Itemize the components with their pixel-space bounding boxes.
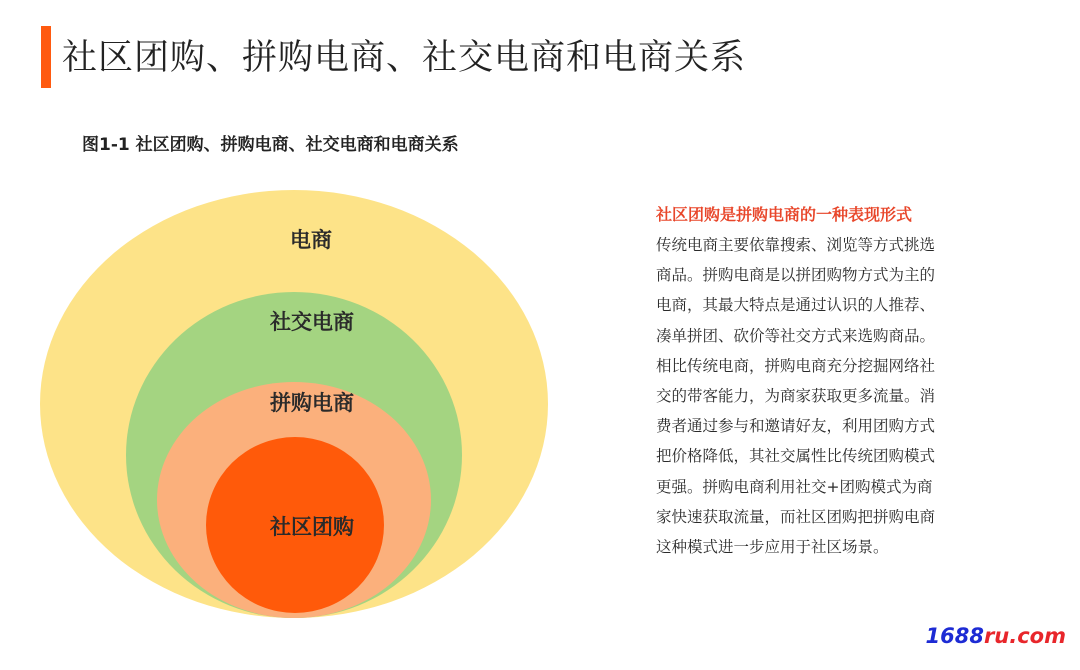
label-community-group-buy: 社区团购 bbox=[270, 515, 354, 539]
explanation-line: 商品。拼购电商是以拼团购物方式为主的 bbox=[656, 266, 936, 285]
nested-circles-diagram bbox=[40, 190, 560, 620]
label-group-buy-ecommerce: 拼购电商 bbox=[270, 391, 354, 415]
explanation-line: 更强。拼购电商利用社交+团购模式为商 bbox=[656, 477, 933, 496]
explanation-line: 相比传统电商，拼购电商充分挖掘网络社 bbox=[656, 356, 936, 375]
explanation-line: 凑单拼团、砍价等社交方式来选购商品。 bbox=[656, 326, 936, 345]
nested-circles-svg bbox=[40, 190, 560, 620]
watermark-domain: ru.com bbox=[983, 624, 1066, 648]
explanation-line: 传统电商主要依靠搜索、浏览等方式挑选 bbox=[656, 236, 936, 254]
explanation-heading: 社区团购是拼购电商的一种表现形式 bbox=[656, 205, 913, 224]
explanation-line: 电商，其最大特点是通过认识的人推荐、 bbox=[656, 296, 936, 315]
label-social-ecommerce: 社交电商 bbox=[270, 310, 354, 334]
label-ecommerce: 电商 bbox=[290, 228, 332, 252]
page-title: 社区团购、拼购电商、社交电商和电商关系 bbox=[62, 38, 747, 78]
explanation-line: 交的带客能力，为商家获取更多流量。消 bbox=[656, 387, 936, 406]
watermark-logo bbox=[926, 624, 1067, 648]
explanation-line: 家快速获取流量，而社区团购把拼购电商 bbox=[656, 507, 936, 526]
explanation-panel bbox=[656, 200, 996, 562]
figure-caption: 图1-1 社区团购、拼购电商、社交电商和电商关系 bbox=[82, 135, 459, 155]
explanation-line: 把价格降低，其社交属性比传统团购模式 bbox=[656, 447, 936, 466]
title-accent-bar bbox=[41, 26, 51, 88]
explanation-line: 这种模式进一步应用于社区场景。 bbox=[656, 538, 889, 557]
watermark-number: 1688 bbox=[925, 624, 984, 648]
explanation-line: 费者通过参与和邀请好友，利用团购方式 bbox=[656, 417, 936, 436]
